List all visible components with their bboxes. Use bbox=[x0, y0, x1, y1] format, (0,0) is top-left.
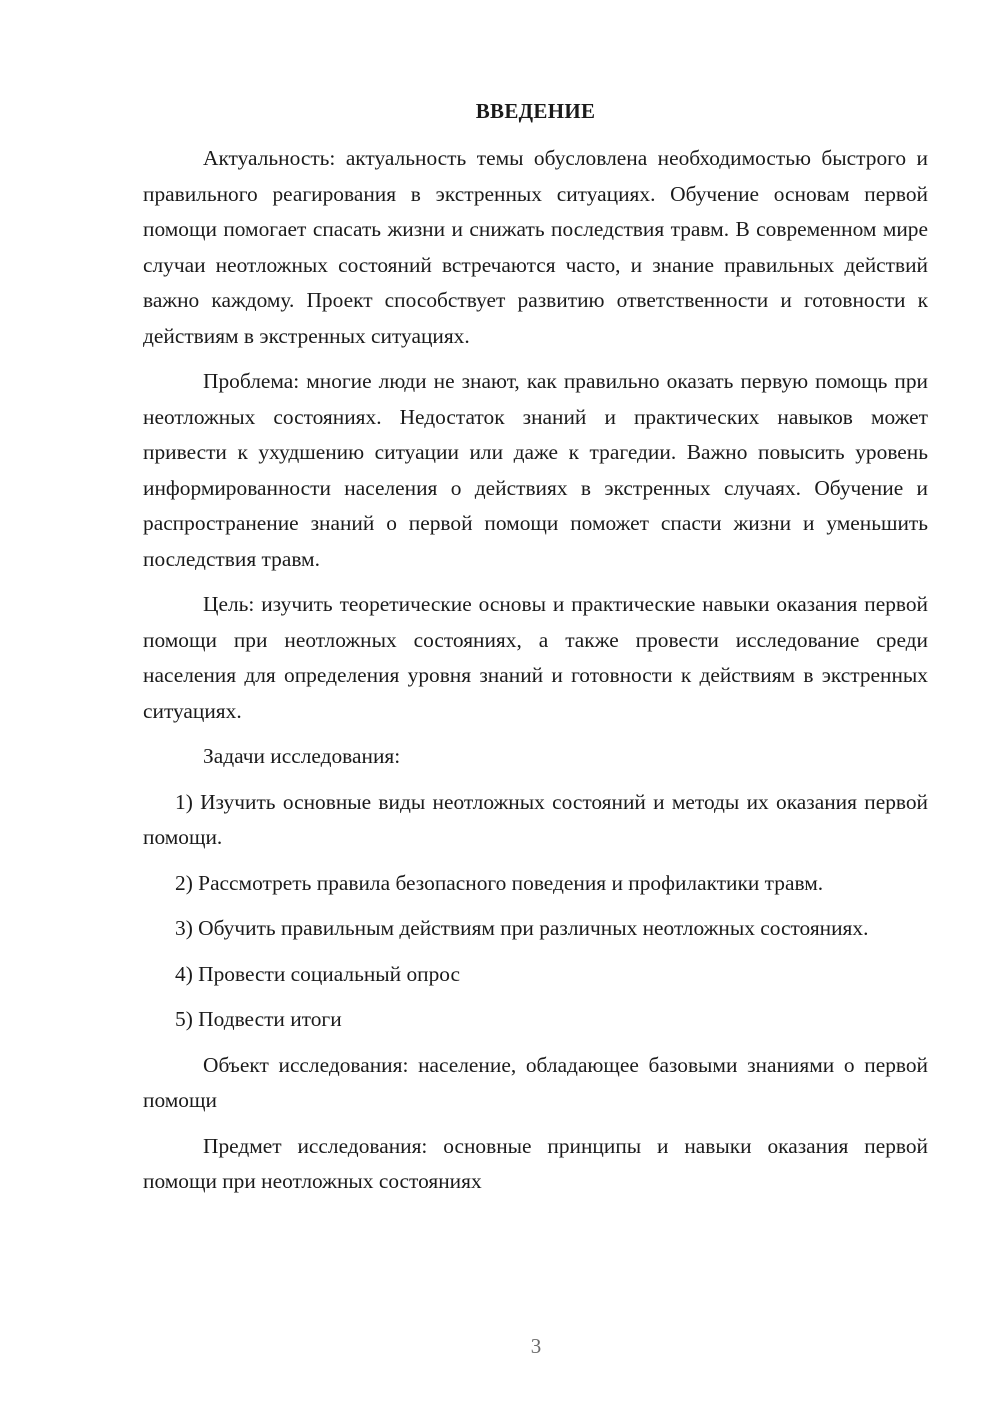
document-body bbox=[143, 141, 928, 1200]
page-title: ВВЕДЕНИЕ bbox=[475, 99, 596, 123]
object-paragraph: Объект исследования: население, обладающее базовыми знаниями о первой помощи bbox=[143, 1052, 928, 1112]
relevance-paragraph: Актуальность: актуальность темы обусловлена необходимостью быстрого и правильного реагирования в экстренных ситуациях. Обучение основам первой помощи помогает спасать жизни и снижать последствия травм. В современном мире случаи неотложных состояний встречаются часто, и знание правильных действий важно каждому. Проект способствует развитию ответственности и готовности к действиям в экстренных ситуациях. bbox=[143, 146, 928, 348]
goal-paragraph: Цель: изучить теоретические основы и практические навыки оказания первой помощи при неотложных состояниях, а также провести исследование среди населения для определения уровня знаний и готовности к действиям в экстренных ситуациях. bbox=[143, 592, 928, 723]
task-item-2: 2) Рассмотреть правила безопасного поведения и профилактики травм. bbox=[175, 870, 824, 895]
subject-paragraph: Предмет исследования: основные принципы и навыки оказания первой помощи при неотложных состояниях bbox=[143, 1133, 928, 1193]
task-item-3: 3) Обучить правильным действиям при различных неотложных состояниях. bbox=[175, 916, 869, 940]
tasks-heading: Задачи исследования: bbox=[203, 744, 401, 768]
task-item-5: 5) Подвести итоги bbox=[175, 1007, 342, 1031]
problem-paragraph: Проблема: многие люди не знают, как правильно оказать первую помощь при неотложных состояниях. Недостаток знаний и практических навыков может привести к ухудшению ситуации или даже к трагедии. Важно повысить уровень информированности населения о действиях в экстренных случаях. Обучение и распространение знаний о первой помощи поможет спасти жизни и уменьшить последствия травм. bbox=[143, 369, 928, 571]
page-number: 3 bbox=[530, 1334, 542, 1358]
task-item-4: 4) Провести социальный опрос bbox=[175, 961, 461, 986]
task-item-1: 1) Изучить основные виды неотложных состояний и методы их оказания первой помощи. bbox=[143, 789, 928, 849]
